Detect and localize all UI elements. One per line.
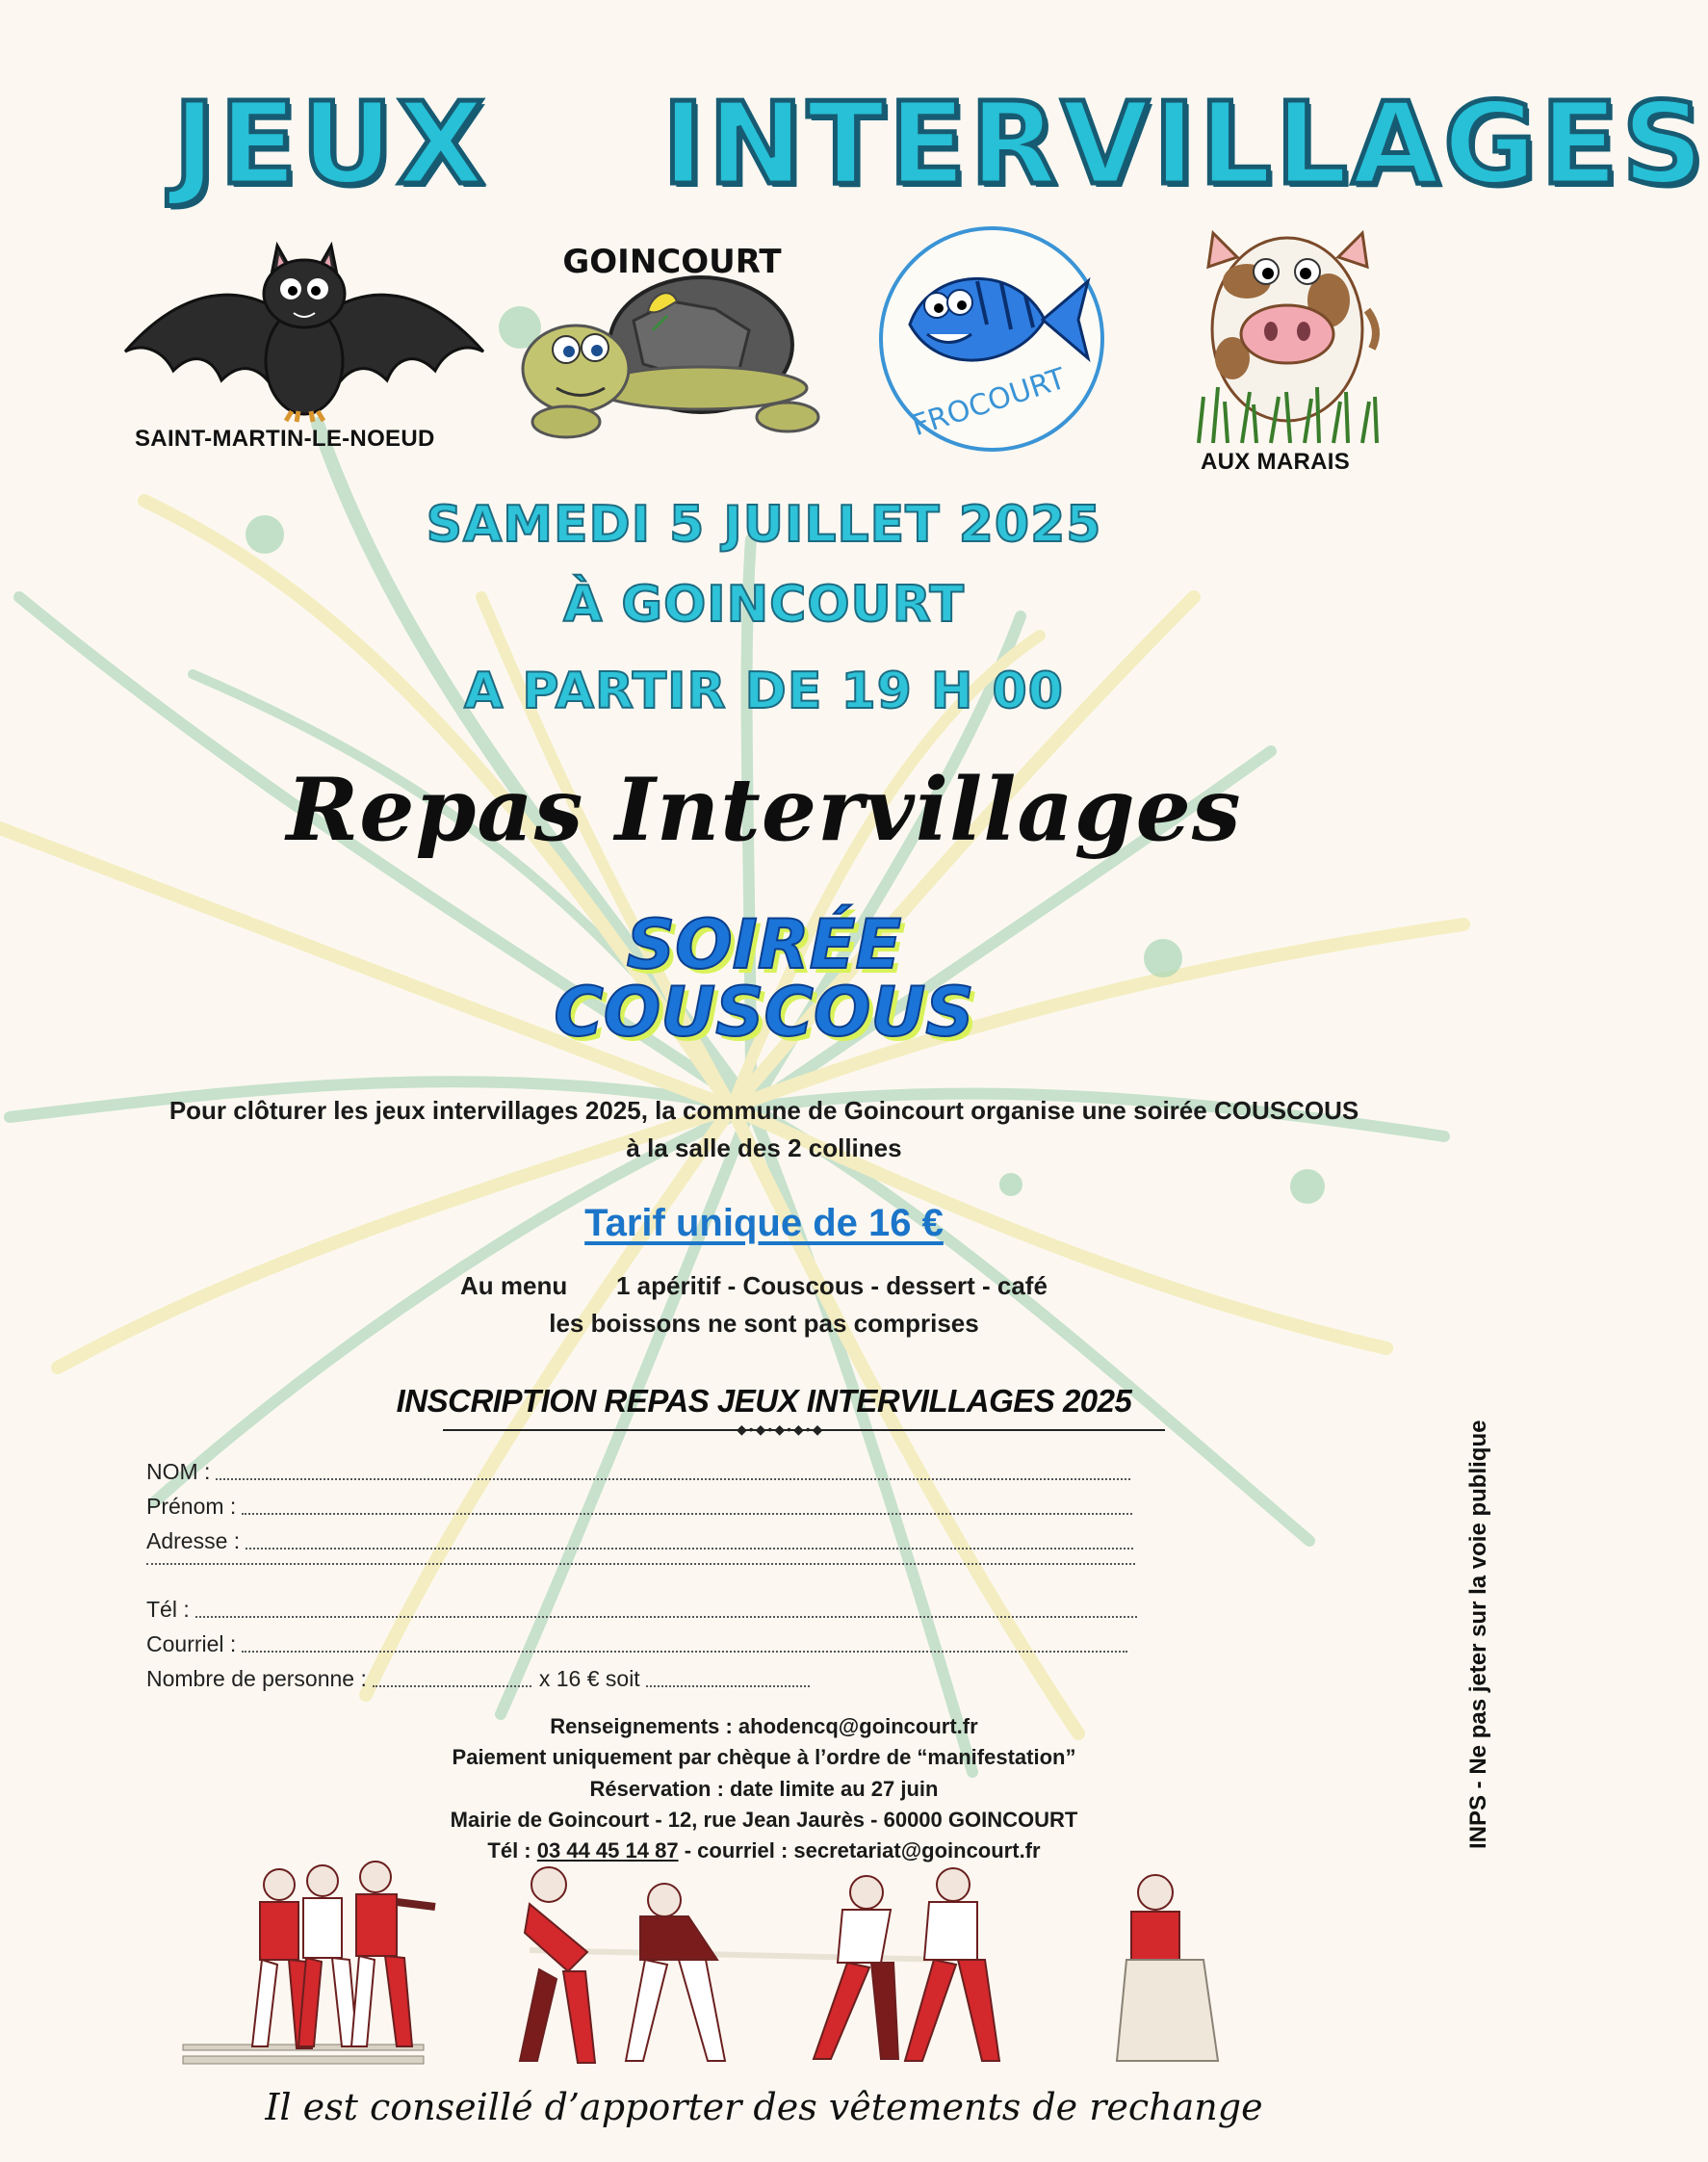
nom-label: NOM : [146, 1459, 211, 1484]
repas-title: Repas Intervillages [286, 759, 1242, 861]
fish-icon [871, 223, 1112, 455]
form-row-prenom [146, 1494, 1132, 1520]
courriel-label: Courriel : [146, 1631, 237, 1656]
turtle-icon [508, 234, 836, 446]
description-line1: Pour clôturer les jeux intervillages 2025, la commune de Goincourt organise une soirée COUSCOUS [168, 1096, 1359, 1125]
info-mairie: Mairie de Goincourt - 12, rue Jean Jaurès - 60000 GOINCOURT [450, 1808, 1078, 1832]
form-row-tel [146, 1597, 1137, 1623]
main-title: JEUX INTERVILLAGES [173, 77, 1708, 210]
description-line2: à la salle des 2 collines [626, 1133, 902, 1162]
footer-note: Il est conseillé d’apporter des vêtements de rechange [265, 2086, 1263, 2128]
nombre-label: Nombre de personne : [146, 1666, 367, 1691]
nombre-field[interactable] [373, 1685, 531, 1687]
menu-label: Au menu [460, 1271, 568, 1300]
form-row-adresse [146, 1528, 1133, 1554]
info-reservation: Réservation : date limite au 27 juin [589, 1777, 939, 1801]
event-date: SAMEDI 5 JUILLET 2025 [426, 496, 1102, 554]
total-field[interactable] [646, 1685, 810, 1687]
form-row-courriel [146, 1631, 1127, 1657]
village-label-saint-martin: SAINT-MARTIN-LE-NOEUD [135, 426, 435, 452]
divider-ornament: ◆•◆•◆•◆•◆ [737, 1421, 825, 1437]
adresse-field-2[interactable] [146, 1563, 1135, 1565]
courriel-field[interactable] [242, 1651, 1127, 1653]
bat-icon [116, 246, 493, 424]
nom-field[interactable] [216, 1478, 1130, 1480]
tel-label: Tél : [146, 1597, 190, 1622]
info-contact [0, 1838, 1528, 1863]
event-time: A PARTIR DE 19 H 00 [464, 663, 1064, 720]
prenom-label: Prénom : [146, 1494, 237, 1519]
form-row-adresse-2 [146, 1563, 1135, 1570]
svg-text:FROCOURT: FROCOURT [908, 361, 1071, 444]
menu-note: les boissons ne sont pas comprises [549, 1309, 979, 1338]
goincourt-logo-text: GOINCOURT [562, 243, 782, 281]
soiree-line2: COUSCOUS [554, 973, 974, 1052]
ski-race-group [183, 1862, 435, 2064]
tel-number[interactable]: 03 44 45 14 87 [536, 1838, 679, 1862]
menu-items: 1 apéritif - Couscous - dessert - café [616, 1271, 1048, 1300]
sack-race-figure [1117, 1875, 1218, 2061]
form-row-nombre [146, 1666, 810, 1692]
prenom-field[interactable] [242, 1513, 1132, 1515]
contact-email: - courriel : secretariat@goincourt.fr [684, 1838, 1041, 1862]
tarif: Tarif unique de 16 € [584, 1202, 944, 1244]
cow-icon [1194, 214, 1382, 445]
inscription-title: INSCRIPTION REPAS JEUX INTERVILLAGES 2025 [396, 1383, 1132, 1419]
adresse-label: Adresse : [146, 1528, 241, 1553]
info-paiement: Paiement uniquement par chèque à l’ordre de “manifestation” [452, 1745, 1076, 1769]
info-renseignements: Renseignements : ahodencq@goincourt.fr [550, 1714, 978, 1738]
price-label: x 16 € soit [538, 1666, 640, 1691]
form-row-nom [146, 1459, 1130, 1485]
people-illustration [183, 1863, 1261, 2080]
event-place: À GOINCOURT [563, 576, 965, 634]
tel-contact-label: Tél : [487, 1838, 531, 1862]
tel-field[interactable] [195, 1616, 1137, 1618]
soiree-line1: SOIRÉE [626, 905, 902, 984]
village-label-aux-marais: AUX MARAIS [1201, 449, 1351, 475]
adresse-field[interactable] [246, 1548, 1133, 1550]
tug-of-war-group [520, 1867, 999, 2063]
